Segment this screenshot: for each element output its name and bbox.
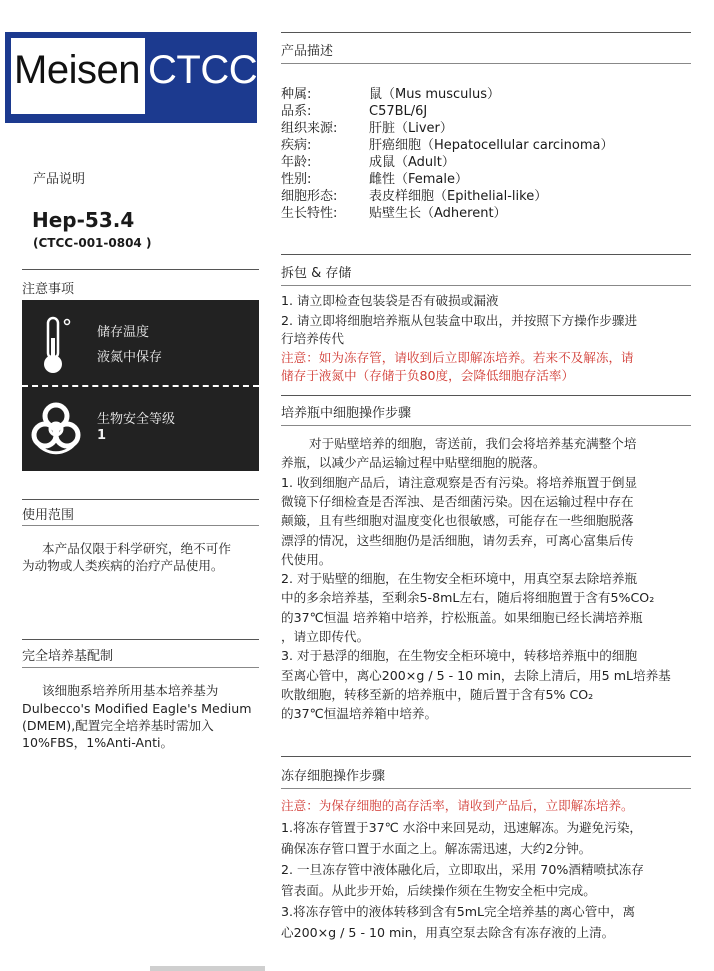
desc-row-value: 肝癌细胞（Hepatocellular carcinoma） <box>369 138 614 153</box>
flask-step-line: 的37℃恒温培养箱中培养。 <box>281 706 438 722</box>
desc-title: 产品描述 <box>281 44 334 59</box>
flask-step-line: 的37℃恒温 培养箱中培养，拧松瓶盖。如果细胞已经长满培养瓶 <box>281 609 643 625</box>
product-label: 产品说明 <box>33 172 86 187</box>
desc-row-value: 表皮样细胞（Epithelial-like） <box>369 189 548 204</box>
desc-row-label: 生长特性: <box>281 206 338 221</box>
divider <box>22 499 259 500</box>
desc-row-label: 品系: <box>281 104 312 119</box>
desc-row-label: 性别: <box>281 172 312 187</box>
medium-title: 完全培养基配制 <box>22 649 114 664</box>
frozen-title: 冻存细胞操作步骤 <box>281 769 386 784</box>
desc-row-label: 组织来源: <box>281 121 338 136</box>
frozen-step-line: 2. 一旦冻存管中液体融化后，立即取出，采用 70%酒精喷拭冻存 <box>281 862 644 877</box>
dashed-separator <box>22 385 259 387</box>
medium-line-2: Dulbecco's Modified Eagle's Medium <box>22 701 252 716</box>
thermometer-icon <box>40 314 80 378</box>
desc-row-label: 种属: <box>281 87 312 102</box>
flask-step-line: 2. 对于贴壁的细胞，在生物安全柜环境中，用真空泵去除培养瓶 <box>281 571 638 587</box>
flask-title: 培养瓶中细胞操作步骤 <box>281 406 412 421</box>
notice-title: 注意事项 <box>22 282 75 297</box>
scope-text-2: 为动物或人类疾病的治疗产品使用。 <box>22 558 224 573</box>
unpack-line-2b: 行培养传代 <box>281 331 344 346</box>
frozen-step-line: 3.将冻存管中的液体转移到含有5mL完全培养基的离心管中，离 <box>281 904 636 919</box>
divider <box>281 32 691 33</box>
desc-row-label: 疾病: <box>281 138 312 153</box>
biosafety-label: 生物安全等级 <box>97 412 176 427</box>
unpack-title: 拆包 & 存储 <box>281 266 352 281</box>
biohazard-icon <box>26 398 86 458</box>
medium-line-3: (DMEM),配置完全培养基时需加入 <box>22 718 214 733</box>
flask-step-line: 养瓶，以减少产品运输过程中贴壁细胞的脱落。 <box>281 455 546 471</box>
flask-step-line: ，请立即传代。 <box>281 629 370 644</box>
flask-step-line: 微镜下仔细检查是否浑浊、是否细菌污染。因在运输过程中存在 <box>281 493 634 509</box>
medium-line-1: 该细胞系培养所用基本培养基为 <box>42 683 219 698</box>
frozen-step-line: 心200×g / 5 - 10 min，用真空泵去除含有冻存液的上清。 <box>281 925 615 940</box>
bottom-bar <box>150 966 265 971</box>
desc-row-label: 年龄: <box>281 155 312 170</box>
frozen-warning: 注意：为保存细胞的高存活率，请收到产品后，立即解冻培养。 <box>281 798 634 813</box>
desc-row-label: 细胞形态: <box>281 189 338 204</box>
frozen-step-line: 确保冻存管口置于水面之上。解冻需迅速，大约2分钟。 <box>281 841 592 856</box>
flask-step-line: 代使用。 <box>281 551 332 567</box>
divider <box>281 63 691 64</box>
divider <box>22 525 259 526</box>
storage-label: 储存温度 <box>97 325 150 340</box>
scope-text-1: 本产品仅限于科学研究，绝不可作 <box>42 541 231 556</box>
product-name: Hep-53.4 <box>32 208 135 232</box>
logo-meisen-text: Meisen <box>14 48 140 92</box>
product-code: (CTCC-001-0804 ) <box>33 236 152 250</box>
flask-step-line: 漂浮的情况，这些细胞仍是活细胞，请勿丢弃，可离心富集后传 <box>281 532 634 548</box>
logo-ctcc-text: CTCC <box>148 48 258 92</box>
divider <box>281 756 691 757</box>
divider <box>281 254 691 255</box>
flask-step-line: 吹散细胞，转移至新的培养瓶中，随后置于含有5% CO₂ <box>281 686 594 702</box>
biosafety-value: 1 <box>97 428 107 443</box>
flask-step-line: 1. 收到细胞产品后，请注意观察是否有污染。将培养瓶置于倒显 <box>281 474 638 490</box>
unpack-warning-2: 储存于液氮中（存储于负80度，会降低细胞存活率） <box>281 368 575 383</box>
desc-row-value: 贴壁生长（Adherent） <box>369 206 507 221</box>
desc-row-value: 鼠（Mus musculus） <box>369 87 501 102</box>
frozen-step-line: 管表面。从此步开始，后续操作须在生物安全柜中完成。 <box>281 883 596 898</box>
desc-row-value: 肝脏（Liver） <box>369 121 453 136</box>
divider <box>281 285 691 286</box>
flask-step-line: 3. 对于悬浮的细胞，在生物安全柜环境中，转移培养瓶中的细胞 <box>281 648 638 664</box>
unpack-line-2a: 2. 请立即将细胞培养瓶从包装盒中取出，并按照下方操作步骤进 <box>281 313 638 328</box>
divider <box>281 788 691 789</box>
divider <box>22 667 259 668</box>
flask-step-line: 对于贴壁培养的细胞，寄送前，我们会将培养基充满整个培 <box>309 436 637 451</box>
unpack-warning-1: 注意：如为冻存管，请收到后立即解冻培养。若来不及解冻，请 <box>281 350 634 365</box>
medium-line-4: 10%FBS，1%Anti-Anti。 <box>22 735 174 750</box>
desc-row-value: 成鼠（Adult） <box>369 155 455 170</box>
divider <box>281 425 691 426</box>
divider <box>281 395 691 396</box>
divider <box>22 269 259 270</box>
divider <box>22 639 259 640</box>
storage-value: 液氮中保存 <box>97 350 163 365</box>
desc-row-value: 雌性（Female） <box>369 172 469 187</box>
frozen-step-line: 1.将冻存管置于37℃ 水浴中来回晃动，迅速解冻。为避免污染， <box>281 820 643 835</box>
flask-step-line: 颠簸，且有些细胞对温度变化也很敏感，可能存在一些细胞脱落 <box>281 513 634 529</box>
flask-step-line: 至离心管中，离心200×g / 5 - 10 min，去除上清后，用5 mL培养基 <box>281 667 671 683</box>
flask-step-line: 中的多余培养基，至剩余5-8mL左右，随后将细胞置于含有5%CO₂ <box>281 590 655 606</box>
scope-title: 使用范围 <box>22 508 75 523</box>
unpack-line-1: 1. 请立即检查包装袋是否有破损或漏液 <box>281 293 499 308</box>
desc-row-value: C57BL/6J <box>369 104 428 119</box>
